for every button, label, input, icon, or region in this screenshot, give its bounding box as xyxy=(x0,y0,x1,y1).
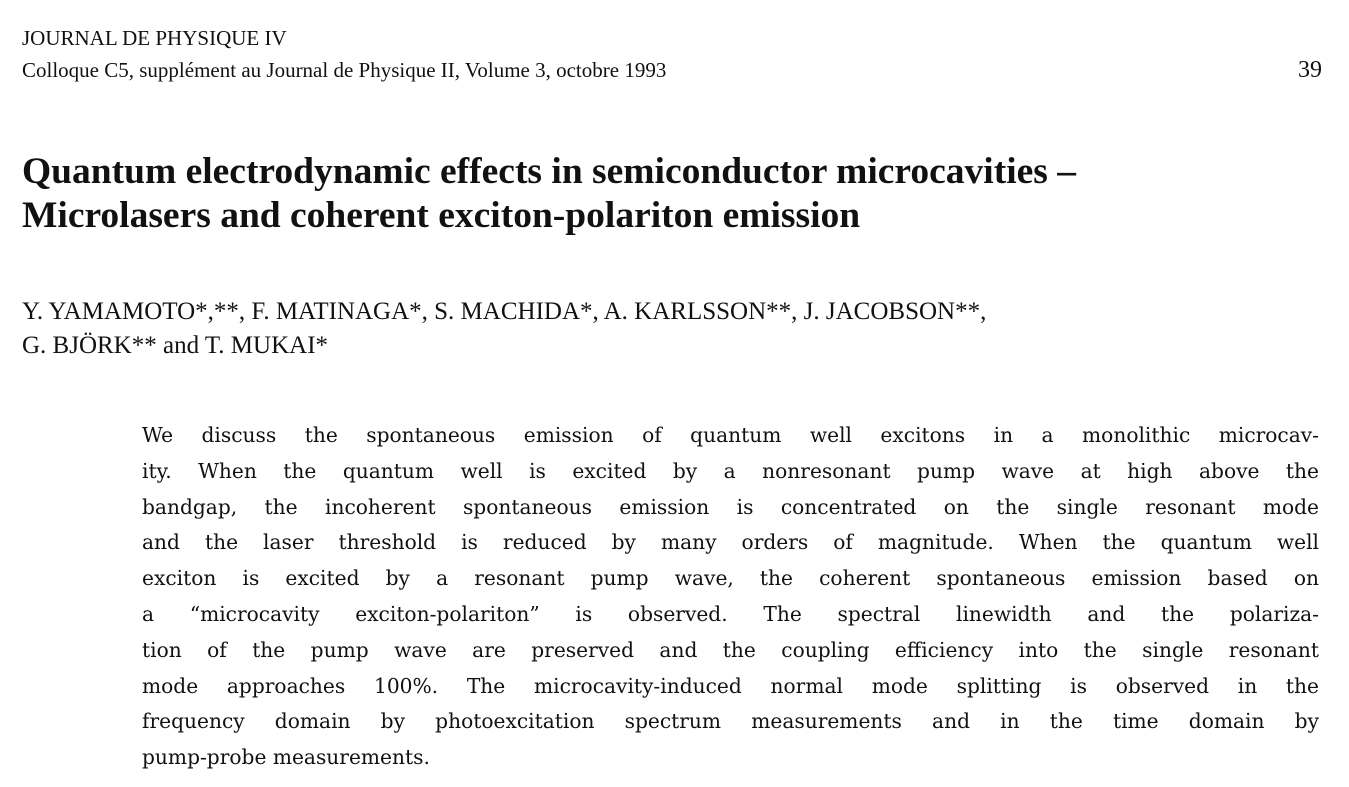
paper-title xyxy=(22,150,1332,238)
authors-line-2: G. BJÖRK** and T. MUKAI* xyxy=(22,332,329,359)
journal-info: Colloque C5, supplément au Journal de Physique II, Volume 3, octobre 1993 xyxy=(22,58,667,82)
page-number: 39 xyxy=(1298,57,1322,83)
abstract-line: mode approaches 100%. The microcavity-induced normal mode splitting is observed in the xyxy=(142,673,1319,698)
abstract-line: exciton is excited by a resonant pump wave, the coherent spontaneous emission based on xyxy=(142,566,1319,591)
title-line-1: Quantum electrodynamic effects in semiconductor microcavities – xyxy=(22,151,1076,192)
abstract xyxy=(142,418,1319,776)
abstract-line: tion of the pump wave are preserved and the coupling efficiency into the single resonant xyxy=(142,637,1319,662)
abstract-line: and the laser threshold is reduced by many orders of magnitude. When the quantum well xyxy=(142,530,1319,555)
authors-line-1: Y. YAMAMOTO*,**, F. MATINAGA*, S. MACHIDA*, A. KARLSSON**, J. JACOBSON**, xyxy=(22,298,987,325)
journal-header xyxy=(22,22,1322,86)
abstract-line: pump-probe measurements. xyxy=(142,745,430,770)
abstract-line: ity. When the quantum well is excited by a nonresonant pump wave at high above the xyxy=(142,458,1319,483)
abstract-line: frequency domain by photoexcitation spectrum measurements and in the time domain by xyxy=(142,709,1319,734)
journal-name: JOURNAL DE PHYSIQUE IV xyxy=(22,26,287,50)
title-line-2: Microlasers and coherent exciton-polariton emission xyxy=(22,195,861,236)
abstract-line: a “microcavity exciton-polariton” is observed. The spectral linewidth and the polariza- xyxy=(142,601,1319,626)
abstract-line: bandgap, the incoherent spontaneous emission is concentrated on the single resonant mode xyxy=(142,494,1319,519)
author-list xyxy=(22,295,1332,363)
abstract-line: We discuss the spontaneous emission of quantum well excitons in a monolithic microcav- xyxy=(142,423,1319,447)
